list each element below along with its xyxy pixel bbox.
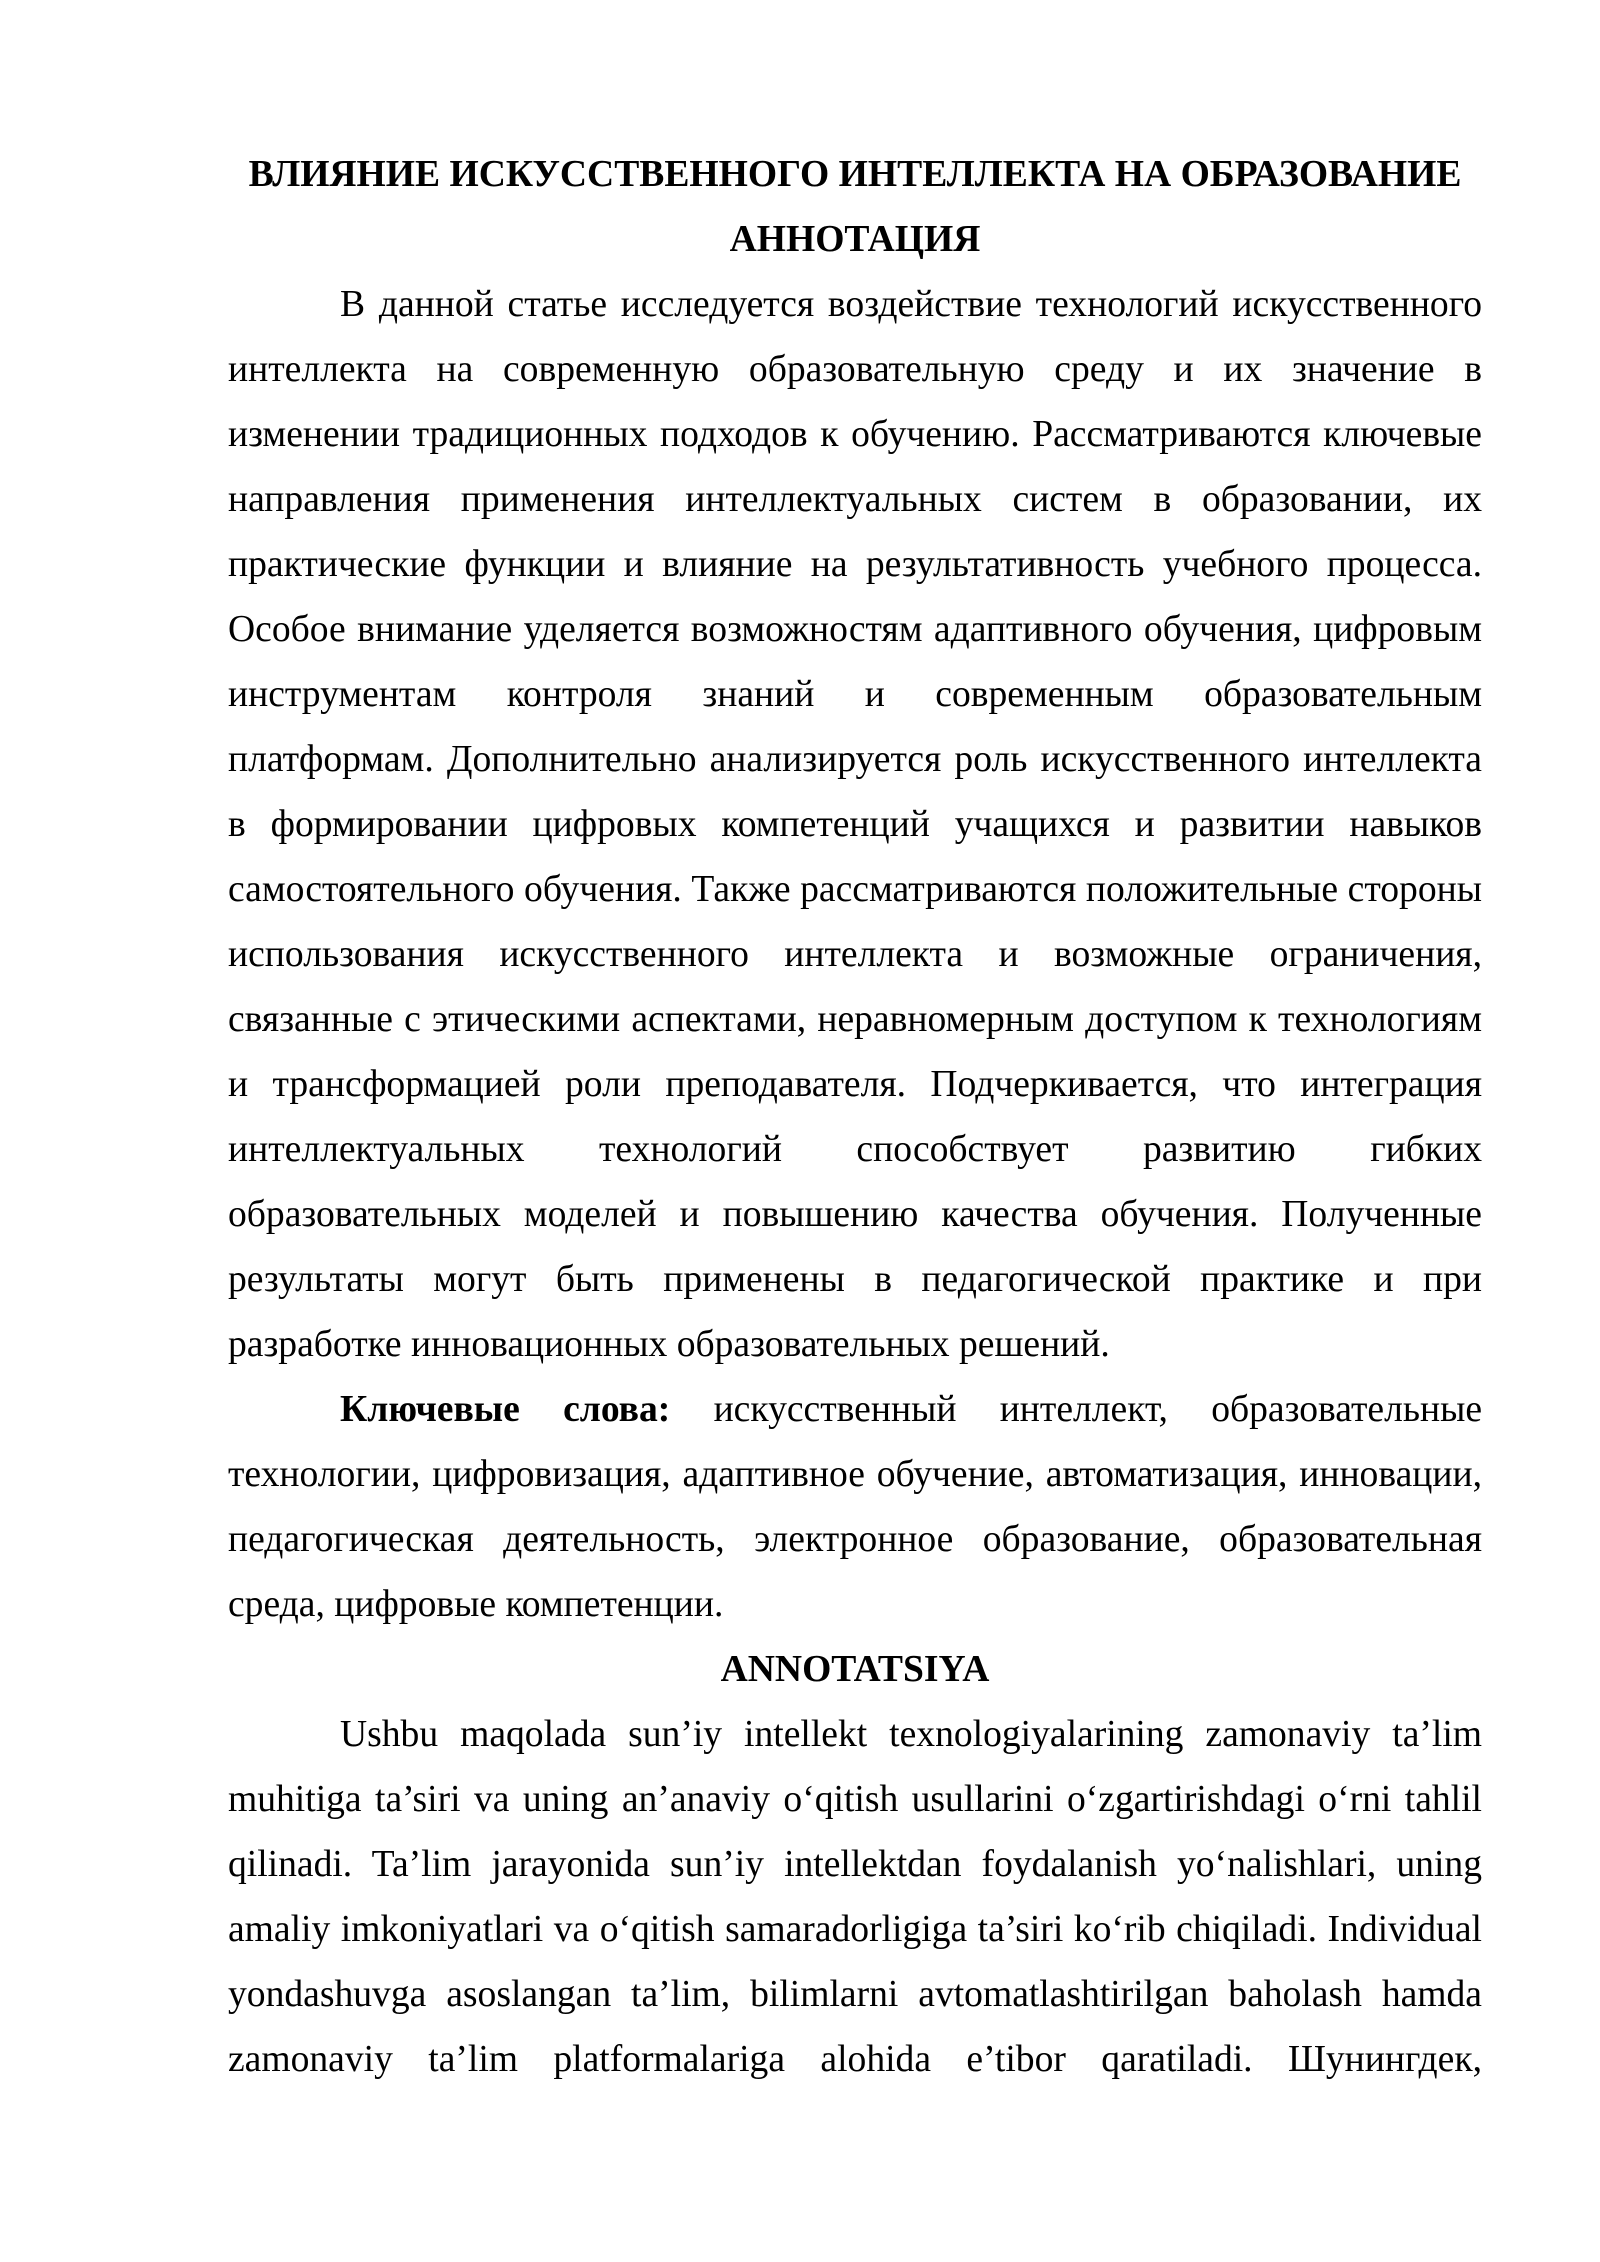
keywords-label: Ключевые слова:	[340, 1389, 671, 1430]
document-title: ВЛИЯНИЕ ИСКУССТВЕННОГО ИНТЕЛЛЕКТА НА ОБРАЗОВАНИЕ	[248, 154, 1462, 195]
abstract-ru-paragraph: В данной статье исследуется воздействие технологий искусственного интеллекта на современную образовательную среду и их значение в изменении традиционных подходов к обучению. Рассматриваются ключевые направления применения интеллектуальных систем в образовании, их практические функции и влияние на результативность учебного процесса. Особое внимание уделяется возможностям адаптивного обучения, цифровым инструментам контроля знаний и современным образовательным платформам. Дополнительно анализируется роль искусственного интеллекта в формировании цифровых компетенций учащихся и развитии навыков самостоятельного обучения. Также рассматриваются положительные стороны использования искусственного интеллекта и возможные ограничения, связанные с этическими аспектами, неравномерным доступом к технологиям и трансформацией роли преподавателя. Подчеркивается, что интеграция интеллектуальных технологий способствует развитию гибких образовательных моделей и повышению качества обучения. Полученные результаты могут быть применены в педагогической практике и при разработке инновационных образовательных решений.	[228, 284, 1482, 1365]
annotation-heading-uz: ANNOTATSIYA	[720, 1649, 990, 1690]
annotation-heading-ru: АННОТАЦИЯ	[729, 219, 981, 260]
keywords-paragraph	[228, 1377, 1482, 1637]
abstract-uz-paragraph: Ushbu maqolada sun’iy intellekt texnologiyalarining zamonaviy ta’lim muhitiga ta’siri va uning an’anaviy o‘qitish usullarini o‘zgartirishdagi o‘rni tahlil qilinadi. Ta’lim jarayonida sun’iy intellektdan foydalanish yo‘nalishlari, uning amaliy imkoniyatlari va o‘qitish samaradorligiga ta’siri ko‘rib chiqiladi. Individual yondashuvga asoslangan ta’lim, bilimlarni avtomatlashtirilgan baholash hamda zamonaviy ta’lim platformalariga alohida e’tibor qaratiladi. Шунингдек,	[228, 1714, 1482, 2080]
keywords-text: искусственный интеллект, образовательные технологии, цифровизация, адаптивное обучение, автоматизация, инновации, педагогическая деятельность, электронное образование, образовательная среда, цифровые компетенции.	[228, 1389, 1482, 1625]
